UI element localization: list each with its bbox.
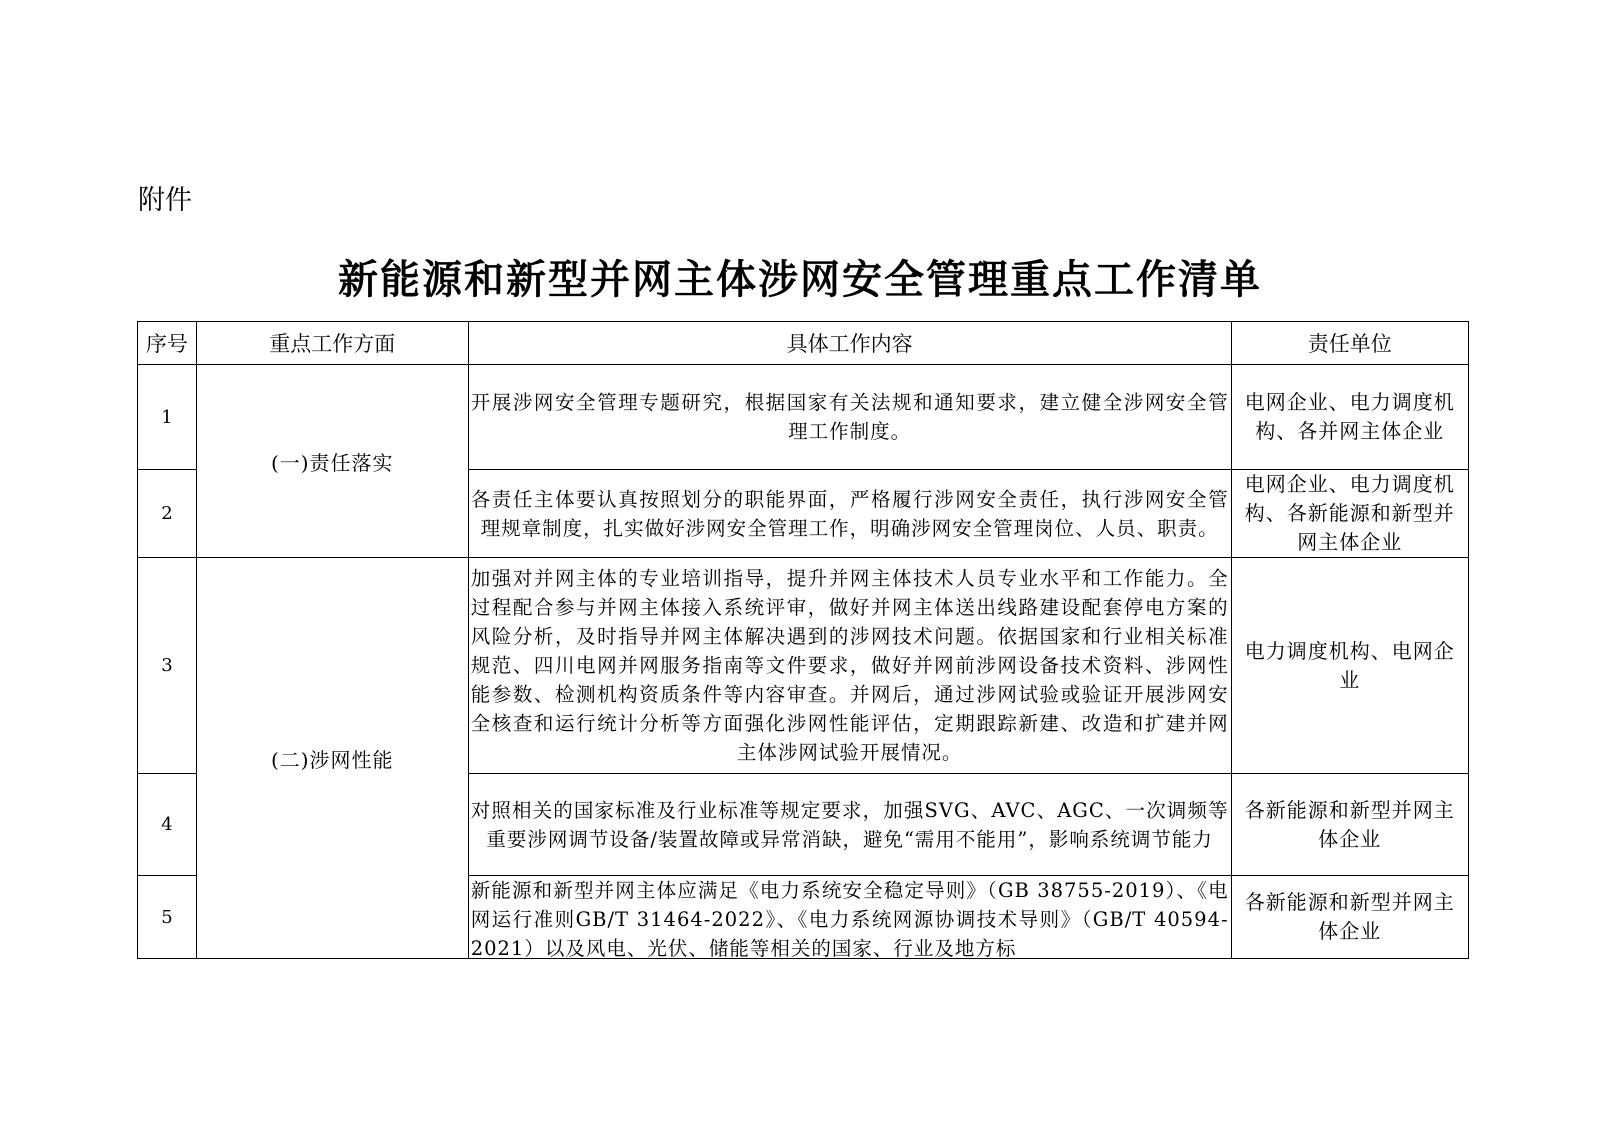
- header-work-area: 重点工作方面: [196, 322, 468, 365]
- work-content-cell: 对照相关的国家标准及行业标准等规定要求，加强SVG、AVC、AGC、一次调频等重要涉网调节设备/装置故障或异常消缺，避免“需用不能用”，影响系统调节能力: [468, 774, 1231, 876]
- row-number: 1: [138, 365, 197, 470]
- row-number: 3: [138, 558, 197, 774]
- header-work-content: 具体工作内容: [468, 322, 1231, 365]
- responsible-unit-cell: 电网企业、电力调度机构、各并网主体企业: [1231, 365, 1468, 470]
- responsible-unit-cell: 电力调度机构、电网企业: [1231, 558, 1468, 774]
- header-responsible-unit: 责任单位: [1231, 322, 1468, 365]
- table-row: [138, 365, 1469, 470]
- table-row: [138, 558, 1469, 774]
- work-content-cell: 开展涉网安全管理专题研究，根据国家有关法规和通知要求，建立健全涉网安全管理工作制度。: [468, 365, 1231, 470]
- attachment-label: 附件: [138, 185, 192, 216]
- row-number: 5: [138, 876, 197, 959]
- work-area-cell: (一)责任落实: [196, 365, 468, 558]
- responsible-unit-cell: 各新能源和新型并网主体企业: [1231, 876, 1468, 959]
- responsible-unit-cell: 各新能源和新型并网主体企业: [1231, 774, 1468, 876]
- work-area-cell: (二)涉网性能: [196, 558, 468, 959]
- table-header-row: [138, 322, 1469, 365]
- work-content-cell: [468, 876, 1231, 959]
- work-content-cell: 加强对并网主体的专业培训指导，提升并网主体技术人员专业水平和工作能力。全过程配合参与并网主体接入系统评审，做好并网主体送出线路建设配套停电方案的风险分析，及时指导并网主体解决遇到的涉网技术问题。依据国家和行业相关标准规范、四川电网并网服务指南等文件要求，做好并网前涉网设备技术资料、涉网性能参数、检测机构资质条件等内容审查。并网后，通过涉网试验或验证开展涉网安全核查和运行统计分析等方面强化涉网性能评估，定期跟踪新建、改造和扩建并网主体涉网试验开展情况。: [468, 558, 1231, 774]
- page-title: 新能源和新型并网主体涉网安全管理重点工作清单: [338, 257, 1262, 303]
- header-serial-number: 序号: [138, 322, 197, 365]
- work-content-cell: 各责任主体要认真按照划分的职能界面，严格履行涉网安全责任，执行涉网安全管理规章制度，扎实做好涉网安全管理工作，明确涉网安全管理岗位、人员、职责。: [468, 470, 1231, 558]
- work-list-table: [137, 321, 1469, 959]
- row-number: 2: [138, 470, 197, 558]
- responsible-unit-cell: 电网企业、电力调度机构、各新能源和新型并网主体企业: [1231, 470, 1468, 558]
- work-content-text: 新能源和新型并网主体应满足《电力系统安全稳定导则》（GB 38755-2019）、《电网运行准则GB/T 31464-2022》、《电力系统网源协调技术导则》（GB/T 40594-2021）以及风电、光伏、储能等相关的国家、行业及地方标: [470, 879, 1229, 957]
- row-number: 4: [138, 774, 197, 876]
